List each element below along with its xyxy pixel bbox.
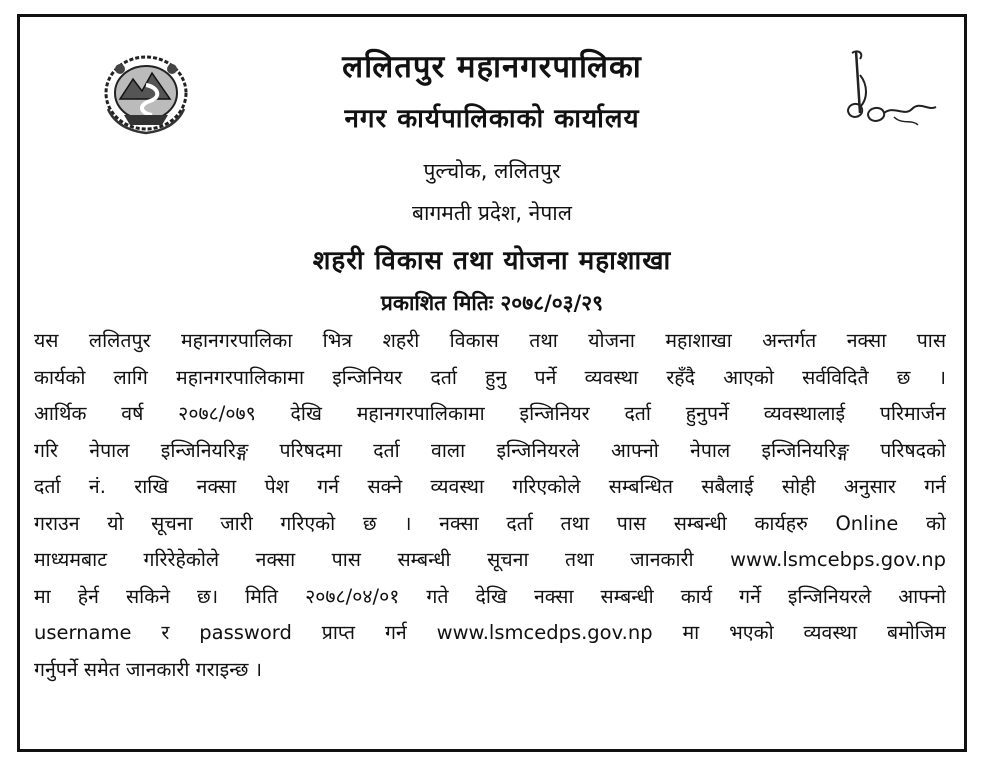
notice-line: दर्ता नं. राखि नक्सा पेश गर्न सक्ने व्यवस्था गरिएकोले सम्बन्धित सबैलाई सोही अनुसार गर्न bbox=[34, 475, 946, 498]
notice-line: कार्यको लागि महानगरपालिकामा इन्जिनियर दर्ता हुनु पर्ने व्यवस्था रहँदै आएको सर्वविदितै छ । bbox=[34, 365, 946, 389]
notice-frame bbox=[17, 14, 967, 752]
municipality-name: ललितपुर महानगरपालिका bbox=[342, 49, 642, 85]
notice-line: यस ललितपुर महानगरपालिका भित्र शहरी विकास तथा योजना महाशाखा अन्तर्गत नक्सा पास bbox=[34, 329, 946, 352]
notice-line: username र password प्राप्त गर्न www.lsmcedps.gov.np मा भएको व्यवस्था बमोजिम bbox=[34, 621, 946, 644]
department-name: शहरी विकास तथा योजना महाशाखा bbox=[312, 246, 672, 276]
publication-date-value: २०७८/०३/२९ bbox=[500, 291, 604, 315]
notice-line: गर्नुपर्ने समेत जानकारी गराइन्छ । bbox=[34, 657, 263, 681]
notice-line: आर्थिक वर्ष २०७८/०७९ देखि महानगरपालिकामा इन्जिनियर दर्ता हुनुपर्ने व्यवस्थालाई परिमार्जन bbox=[34, 402, 946, 425]
office-province: बागमती प्रदेश, नेपाल bbox=[412, 201, 572, 225]
notice-line: गराउन यो सूचना जारी गरिएको छ । नक्सा दर्ता तथा पास सम्बन्धी कार्यहरु Online को bbox=[34, 511, 946, 535]
notice-line: गरि नेपाल इन्जिनियरिङ्ग परिषदमा दर्ता वाला इन्जिनियरले आफ्नो नेपाल इन्जिनियरिङ्ग परिषदको bbox=[34, 438, 946, 462]
publication-date-line bbox=[20, 289, 964, 317]
notice-line: माध्यमबाट गरिरेहेकोले नक्सा पास सम्बन्धी सूचना तथा जानकारी www.lsmcebps.gov.np bbox=[34, 548, 946, 571]
office-location: पुल्चोक, ललितपुर bbox=[423, 159, 561, 183]
publication-date-label: प्रकाशित मितिः bbox=[380, 291, 494, 315]
office-name: नगर कार्यपालिकाको कार्यालय bbox=[344, 104, 640, 134]
notice-body bbox=[34, 323, 946, 688]
notice-line: मा हेर्न सकिने छ। मिति २०७८/०४/०१ गते देखि नक्सा सम्बन्धी कार्य गर्ने इन्जिनियरले आफ्नो bbox=[34, 584, 946, 608]
